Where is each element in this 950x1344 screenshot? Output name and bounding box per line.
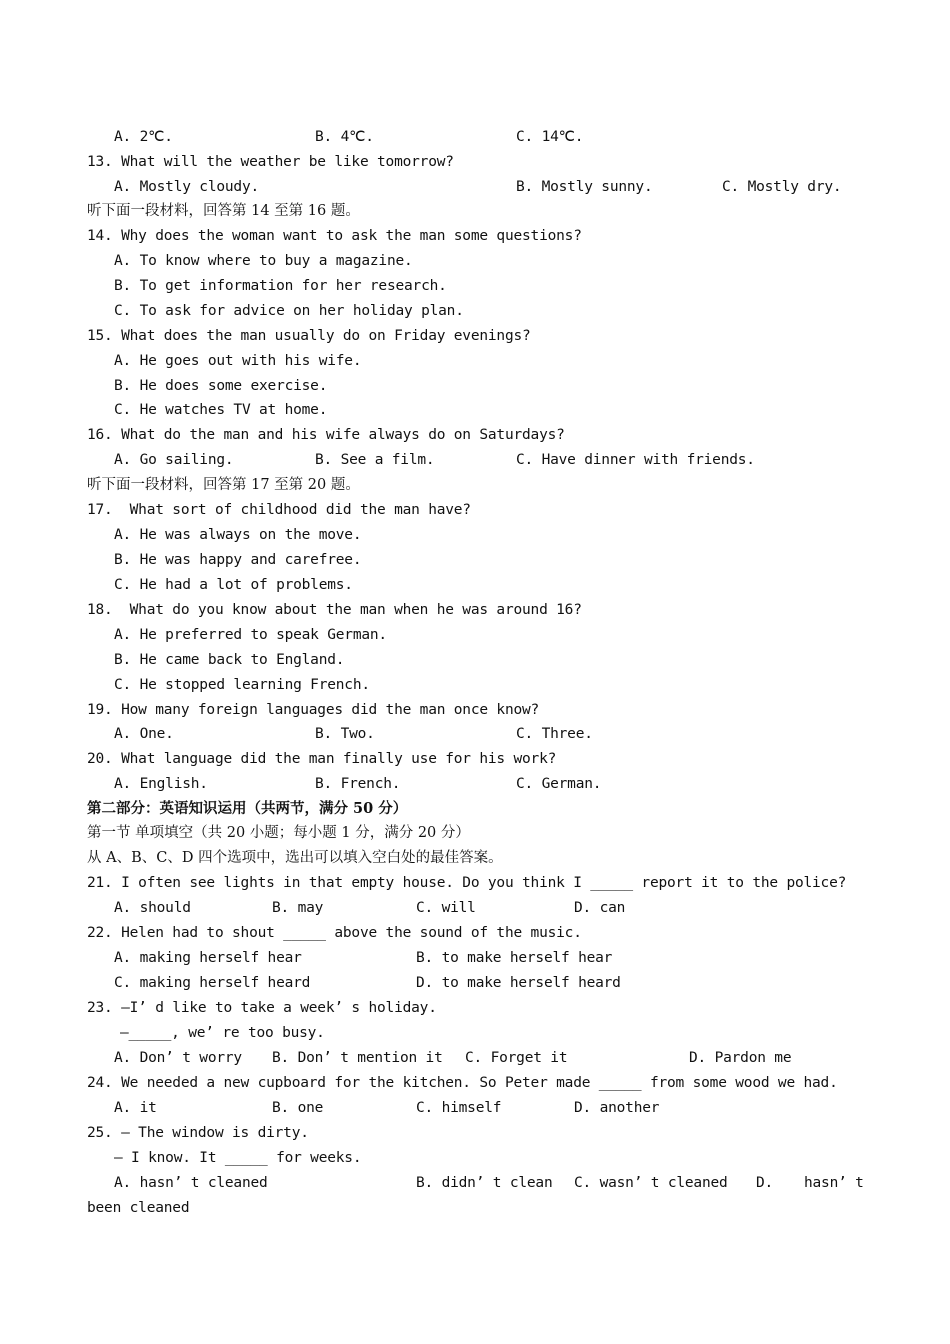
- option: B. 4℃.: [315, 129, 374, 145]
- option: C. himself: [416, 1100, 502, 1116]
- option: C. 14℃.: [516, 129, 584, 145]
- option: B. Mostly sunny.: [516, 179, 653, 195]
- option: C. He watches TV at home.: [114, 402, 328, 418]
- option: B. to make herself hear: [416, 950, 613, 966]
- option: A. should: [114, 900, 191, 916]
- option: C. He had a lot of problems.: [114, 577, 353, 593]
- question-stem: 22. Helen had to shout _____ above the sound of the music.: [87, 925, 582, 941]
- option: A. He was always on the move.: [114, 527, 362, 543]
- part-title: 第二部分：英语知识运用（共两节，满分 50 分）: [87, 800, 408, 817]
- option: C. wasn’ t cleaned: [574, 1175, 728, 1191]
- option: B. He came back to England.: [114, 652, 345, 668]
- option: A. Don’ t worry: [114, 1050, 242, 1066]
- question-stem: 14. Why does the woman want to ask the man some questions?: [87, 228, 582, 244]
- option: A. He goes out with his wife.: [114, 353, 362, 369]
- option: B. may: [272, 900, 324, 916]
- option: C. making herself heard: [114, 975, 311, 991]
- dialogue-reply: —_____, we’ re too busy.: [120, 1025, 325, 1041]
- option: A. Mostly cloudy.: [114, 179, 260, 195]
- question-stem: 17. What sort of childhood did the man have?: [87, 502, 471, 518]
- question-stem: 15. What does the man usually do on Friday evenings?: [87, 328, 531, 344]
- section-instruction: 从 A、B、C、D 四个选项中，选出可以填入空白处的最佳答案。: [87, 850, 503, 866]
- option: C. Mostly dry.: [722, 179, 842, 195]
- option: A. English.: [114, 776, 208, 792]
- q19-options: [114, 722, 593, 746]
- q12-options: [114, 125, 584, 149]
- q21-options: [114, 896, 626, 920]
- option: B. didn’ t clean: [416, 1175, 553, 1191]
- option: B. Two.: [315, 726, 375, 742]
- option: C. Have dinner with friends.: [516, 452, 755, 468]
- option: A. 2℃.: [114, 129, 173, 145]
- q22-options-row1: [114, 946, 613, 970]
- option: D.: [756, 1175, 774, 1191]
- option: C. will: [416, 900, 476, 916]
- listening-direction: 听下面一段材料，回答第 14 至第 16 题。: [87, 203, 360, 219]
- option: B. See a film.: [315, 452, 435, 468]
- option: A. it: [114, 1100, 157, 1116]
- option: B. Don’ t mention it: [272, 1050, 443, 1066]
- option: D. another: [574, 1100, 660, 1116]
- question-stem: 20. What language did the man finally use for his work?: [87, 751, 557, 767]
- option-continued: been cleaned: [87, 1200, 190, 1216]
- dialogue-reply: — I know. It _____ for weeks.: [114, 1150, 362, 1166]
- question-stem: 13. What will the weather be like tomorrow?: [87, 154, 454, 170]
- q16-options: [114, 448, 755, 472]
- option: A. hasn’ t cleaned: [114, 1175, 268, 1191]
- question-stem: 18. What do you know about the man when he was around 16?: [87, 602, 582, 618]
- option: B. He does some exercise.: [114, 378, 328, 394]
- option: A. One.: [114, 726, 174, 742]
- q24-options: [114, 1096, 660, 1120]
- q23-options: [114, 1046, 792, 1070]
- q13-options: [114, 175, 842, 199]
- option: hasn’ t: [804, 1175, 864, 1191]
- question-stem: 24. We needed a new cupboard for the kitchen. So Peter made _____ from some wood we had.: [87, 1075, 838, 1091]
- option: B. To get information for her research.: [114, 278, 447, 294]
- q22-options-row2: [114, 971, 621, 995]
- option: D. Pardon me: [689, 1050, 792, 1066]
- section-title: 第一节 单项填空（共 20 小题；每小题 1 分，满分 20 分）: [87, 825, 470, 841]
- option: C. Three.: [516, 726, 593, 742]
- option: D. to make herself heard: [416, 975, 621, 991]
- option: C. To ask for advice on her holiday plan.: [114, 303, 464, 319]
- question-stem: 21. I often see lights in that empty house. Do you think I _____ report it to the police?: [87, 875, 847, 891]
- option: D. can: [574, 900, 626, 916]
- option: B. one: [272, 1100, 324, 1116]
- option: A. making herself hear: [114, 950, 302, 966]
- listening-direction: 听下面一段材料，回答第 17 至第 20 题。: [87, 477, 360, 493]
- option: C. Forget it: [465, 1050, 568, 1066]
- option: B. He was happy and carefree.: [114, 552, 362, 568]
- question-stem: 25. — The window is dirty.: [87, 1125, 309, 1141]
- option: C. German.: [516, 776, 602, 792]
- q25-options: [114, 1171, 864, 1195]
- option: A. To know where to buy a magazine.: [114, 253, 413, 269]
- q20-options: [114, 772, 602, 796]
- question-stem: 16. What do the man and his wife always do on Saturdays?: [87, 427, 565, 443]
- question-stem: 19. How many foreign languages did the man once know?: [87, 702, 540, 718]
- option: A. He preferred to speak German.: [114, 627, 387, 643]
- question-stem: 23. —I’ d like to take a week’ s holiday.: [87, 1000, 437, 1016]
- option: B. French.: [315, 776, 401, 792]
- option: C. He stopped learning French.: [114, 677, 370, 693]
- option: A. Go sailing.: [114, 452, 234, 468]
